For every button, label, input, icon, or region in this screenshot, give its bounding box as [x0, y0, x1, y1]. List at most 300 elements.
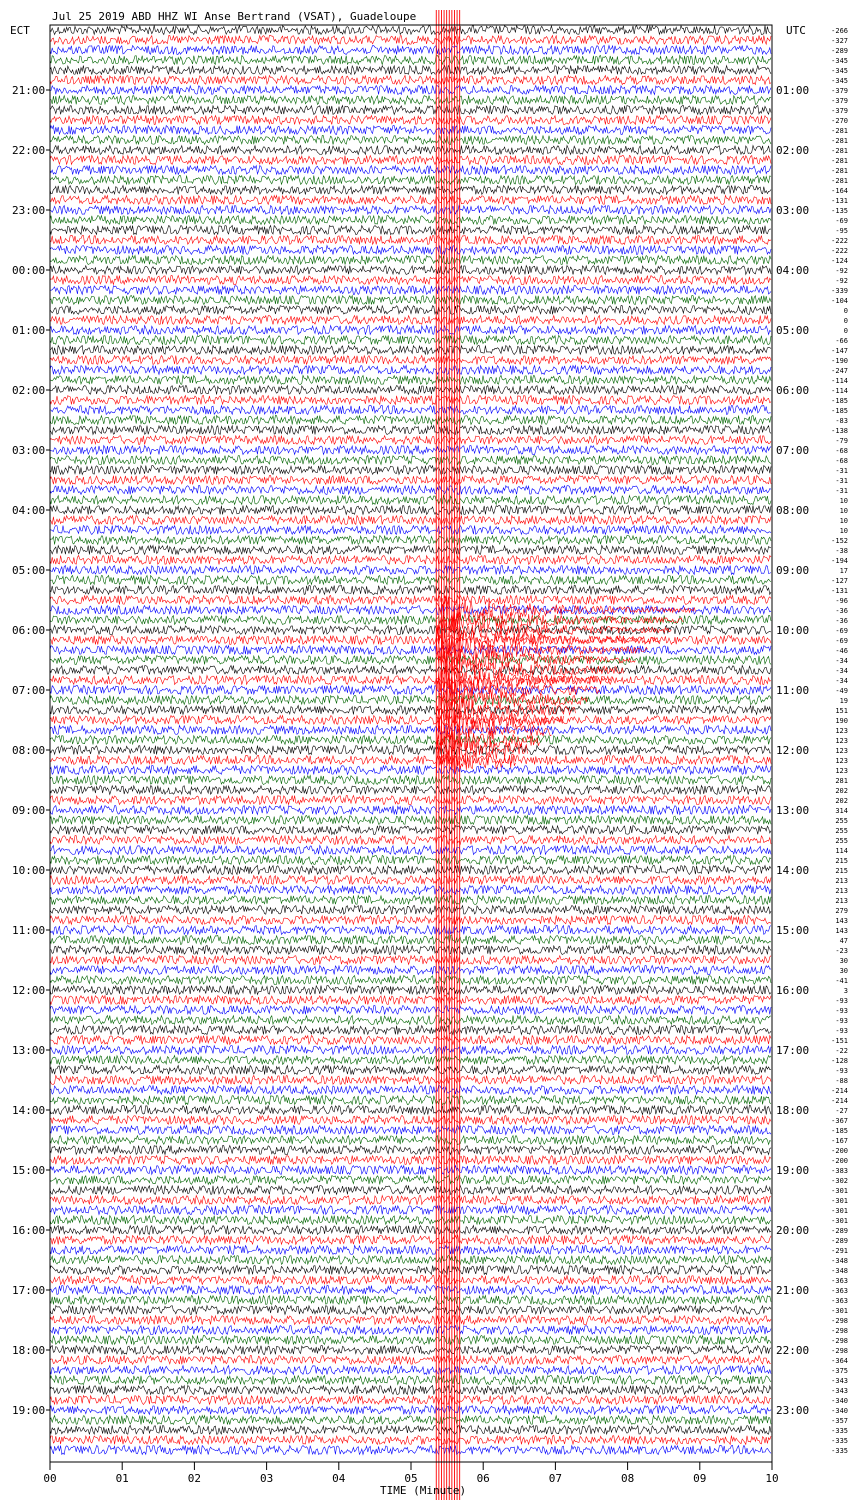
trace-107	[50, 1096, 771, 1105]
trace-offset-label: -289	[831, 1237, 848, 1245]
trace-10	[50, 126, 771, 135]
trace-132	[50, 1346, 771, 1355]
right-hour-label: 17:00	[776, 1044, 810, 1057]
left-hour-label: 04:00	[12, 504, 46, 517]
trace-95	[50, 976, 771, 985]
trace-offset-label: -289	[831, 1227, 848, 1235]
left-hour-label: 19:00	[12, 1404, 46, 1417]
trace-offset-label: 0	[843, 317, 848, 325]
trace-offset-label: -41	[835, 977, 848, 985]
trace-116	[50, 1186, 771, 1195]
trace-offset-label: -298	[831, 1337, 848, 1345]
trace-14	[50, 166, 771, 175]
trace-42	[50, 446, 771, 455]
trace-54	[50, 566, 771, 575]
trace-offset-label: -214	[831, 1087, 848, 1095]
right-hour-label: 16:00	[776, 984, 810, 997]
trace-offset-label: -327	[831, 37, 848, 45]
trace-offset-label: 30	[839, 957, 848, 965]
right-hour-label: 01:00	[776, 84, 810, 97]
trace-offset-label: -92	[835, 277, 848, 285]
trace-offset-label: -281	[831, 157, 848, 165]
trace-offset-label: -79	[835, 437, 848, 445]
trace-61	[50, 636, 771, 645]
trace-offset-label: -335	[831, 1447, 848, 1455]
trace-48	[50, 506, 771, 515]
right-hour-label: 06:00	[776, 384, 810, 397]
trace-123	[50, 1256, 771, 1265]
trace-90	[50, 926, 771, 935]
x-tick-label: 00	[43, 1472, 57, 1485]
trace-120	[50, 1226, 771, 1235]
right-timezone-label: UTC	[786, 24, 806, 37]
trace-68	[50, 706, 771, 715]
trace-offset-label: -200	[831, 1157, 848, 1165]
trace-offset-label: -222	[831, 247, 848, 255]
trace-76	[50, 786, 771, 795]
left-hour-label: 03:00	[12, 444, 46, 457]
trace-59	[50, 616, 771, 625]
trace-offset-label: -345	[831, 77, 848, 85]
x-tick-label: 01	[115, 1472, 129, 1485]
trace-offset-label: -348	[831, 1267, 848, 1275]
trace-129	[50, 1316, 771, 1325]
trace-offset-label: -185	[831, 1127, 848, 1135]
trace-47	[50, 496, 771, 505]
trace-41	[50, 436, 771, 445]
trace-offset-label: 10	[839, 527, 848, 535]
trace-offset-label: 314	[835, 807, 848, 815]
trace-offset-label: -104	[831, 297, 848, 305]
trace-117	[50, 1196, 771, 1205]
trace-140	[50, 1426, 771, 1435]
trace-53	[50, 556, 771, 565]
trace-offset-label: 0	[843, 307, 848, 315]
trace-offset-label: 255	[835, 817, 848, 825]
trace-44	[50, 466, 771, 475]
trace-60	[50, 626, 771, 635]
trace-19	[50, 216, 771, 225]
chart-title: Jul 25 2019 ABD HHZ WI Anse Bertrand (VSAT), Guadeloupe	[52, 10, 417, 23]
right-hour-label: 18:00	[776, 1104, 810, 1117]
trace-39	[50, 416, 771, 425]
trace-6	[50, 86, 771, 95]
trace-89	[50, 916, 771, 925]
trace-77	[50, 796, 771, 805]
trace-25	[50, 276, 771, 285]
trace-offset-label: -131	[831, 587, 848, 595]
trace-offset-label: -301	[831, 1187, 848, 1195]
trace-offset-label: -214	[831, 1097, 848, 1105]
trace-101	[50, 1036, 771, 1045]
trace-98	[50, 1006, 771, 1015]
trace-offset-label: -31	[835, 467, 848, 475]
trace-offset-labels	[831, 27, 848, 1455]
trace-92	[50, 946, 771, 955]
trace-offset-label: 202	[835, 797, 848, 805]
right-hour-label: 04:00	[776, 264, 810, 277]
x-tick-label: 09	[693, 1472, 707, 1485]
trace-offset-label: 255	[835, 827, 848, 835]
trace-offset-label: -93	[835, 1007, 848, 1015]
trace-67	[50, 696, 771, 705]
trace-offset-label: -88	[835, 1077, 848, 1085]
trace-offset-label: -270	[831, 117, 848, 125]
right-hour-label: 03:00	[776, 204, 810, 217]
trace-offset-label: -298	[831, 1317, 848, 1325]
trace-offset-label: 0	[843, 327, 848, 335]
trace-offset-label: 10	[839, 517, 848, 525]
trace-121	[50, 1236, 771, 1245]
trace-55	[50, 576, 771, 585]
trace-100	[50, 1026, 771, 1035]
left-hour-label: 05:00	[12, 564, 46, 577]
left-hour-label: 21:00	[12, 84, 46, 97]
trace-offset-label: -301	[831, 1207, 848, 1215]
trace-13	[50, 156, 771, 165]
trace-offset-label: -68	[835, 447, 848, 455]
x-axis-label: TIME (Minute)	[380, 1484, 467, 1497]
trace-91	[50, 936, 771, 945]
trace-offset-label: -363	[831, 1287, 848, 1295]
trace-139	[50, 1416, 771, 1425]
x-tick-label: 03	[259, 1472, 274, 1485]
trace-0	[50, 26, 771, 35]
trace-34	[50, 366, 771, 375]
trace-offset-label: -164	[831, 187, 848, 195]
trace-40	[50, 426, 771, 435]
trace-65	[50, 676, 771, 685]
trace-56	[50, 586, 771, 595]
trace-offset-label: -222	[831, 237, 848, 245]
trace-offset-label: -96	[835, 597, 848, 605]
trace-offset-label: 123	[835, 737, 848, 745]
trace-108	[50, 1106, 771, 1115]
left-hour-label: 10:00	[12, 864, 46, 877]
trace-offset-label: -131	[831, 197, 848, 205]
trace-88	[50, 906, 771, 915]
left-hour-label: 00:00	[12, 264, 46, 277]
trace-97	[50, 996, 771, 1005]
x-tick-label: 08	[620, 1472, 635, 1485]
trace-offset-label: -93	[835, 1067, 848, 1075]
trace-49	[50, 516, 771, 525]
trace-offset-label: -34	[835, 667, 848, 675]
trace-offset-label: -301	[831, 1307, 848, 1315]
trace-offset-label: -95	[835, 227, 848, 235]
trace-offset-label: 213	[835, 887, 848, 895]
left-hour-label: 06:00	[12, 624, 46, 637]
trace-82	[50, 846, 771, 855]
trace-offset-label: -345	[831, 57, 848, 65]
trace-126	[50, 1286, 771, 1295]
trace-105	[50, 1076, 771, 1085]
trace-104	[50, 1066, 771, 1075]
trace-offset-label: -298	[831, 1347, 848, 1355]
trace-offset-label: 202	[835, 787, 848, 795]
trace-130	[50, 1326, 771, 1335]
trace-87	[50, 896, 771, 905]
trace-offset-label: -66	[835, 337, 848, 345]
trace-offset-label: 255	[835, 837, 848, 845]
left-hour-label: 07:00	[12, 684, 46, 697]
trace-136	[50, 1386, 771, 1395]
trace-66	[50, 686, 771, 695]
right-hour-label: 21:00	[776, 1284, 810, 1297]
trace-offset-label: -68	[835, 457, 848, 465]
trace-offset-label: -383	[831, 1167, 848, 1175]
left-hour-label: 11:00	[12, 924, 46, 937]
trace-offset-label: -147	[831, 347, 848, 355]
plot-frame	[50, 25, 772, 1462]
x-tick-label: 07	[548, 1472, 563, 1485]
trace-offset-label: -301	[831, 1217, 848, 1225]
trace-offset-label: -343	[831, 1377, 848, 1385]
trace-offset-label: 10	[839, 507, 848, 515]
trace-28	[50, 306, 771, 315]
trace-115	[50, 1176, 771, 1185]
trace-99	[50, 1016, 771, 1025]
trace-18	[50, 206, 771, 215]
trace-offset-label: 143	[835, 917, 848, 925]
trace-131	[50, 1336, 771, 1345]
trace-64	[50, 666, 771, 675]
trace-7	[50, 96, 771, 105]
right-hour-label: 14:00	[776, 864, 810, 877]
trace-81	[50, 836, 771, 845]
right-hour-label: 02:00	[776, 144, 810, 157]
trace-offset-label: -93	[835, 997, 848, 1005]
trace-137	[50, 1396, 771, 1405]
right-hour-label: 11:00	[776, 684, 810, 697]
trace-offset-label: -379	[831, 87, 848, 95]
right-hour-label: 13:00	[776, 804, 810, 817]
x-tick-label: 04	[332, 1472, 346, 1485]
trace-8	[50, 106, 771, 115]
left-hour-label: 14:00	[12, 1104, 46, 1117]
trace-offset-label: 3	[843, 987, 848, 995]
trace-127	[50, 1296, 771, 1305]
trace-offset-label: -289	[831, 47, 848, 55]
left-hour-label: 12:00	[12, 984, 46, 997]
trace-96	[50, 986, 771, 995]
trace-offset-label: 143	[835, 927, 848, 935]
trace-1	[50, 36, 771, 45]
left-hour-label: 22:00	[12, 144, 46, 157]
trace-111	[50, 1136, 771, 1145]
trace-118	[50, 1206, 771, 1215]
trace-offset-label: 213	[835, 877, 848, 885]
trace-offset-label: -302	[831, 1177, 848, 1185]
trace-9	[50, 116, 771, 125]
left-hour-label: 02:00	[12, 384, 46, 397]
trace-38	[50, 406, 771, 415]
trace-offset-label: -135	[831, 207, 848, 215]
trace-offset-label: -36	[835, 617, 848, 625]
trace-offset-label: 30	[839, 967, 848, 975]
left-timezone-label: ECT	[10, 24, 30, 37]
x-tick-label: 06	[476, 1472, 490, 1485]
trace-12	[50, 146, 771, 155]
trace-122	[50, 1246, 771, 1255]
trace-69	[50, 716, 771, 725]
trace-73	[50, 756, 771, 765]
trace-offset-label: 123	[835, 767, 848, 775]
trace-offset-label: -167	[831, 1137, 848, 1145]
trace-79	[50, 816, 771, 825]
right-hour-label: 07:00	[776, 444, 810, 457]
left-hour-label: 17:00	[12, 1284, 46, 1297]
trace-119	[50, 1216, 771, 1225]
trace-24	[50, 266, 771, 275]
trace-21	[50, 236, 771, 245]
trace-lines	[50, 26, 771, 1455]
trace-33	[50, 356, 771, 365]
trace-offset-label: 123	[835, 747, 848, 755]
trace-offset-label: -93	[835, 1027, 848, 1035]
left-hour-label: 23:00	[12, 204, 46, 217]
trace-102	[50, 1046, 771, 1055]
trace-27	[50, 296, 771, 305]
trace-51	[50, 536, 771, 545]
trace-103	[50, 1056, 771, 1065]
right-hour-label: 19:00	[776, 1164, 810, 1177]
trace-offset-label: 17	[839, 567, 848, 575]
trace-94	[50, 966, 771, 975]
trace-offset-label: -49	[835, 687, 848, 695]
trace-offset-label: -69	[835, 637, 848, 645]
trace-offset-label: -364	[831, 1357, 848, 1365]
trace-36	[50, 386, 771, 395]
trace-133	[50, 1356, 771, 1365]
trace-offset-label: -281	[831, 177, 848, 185]
trace-offset-label: 47	[839, 937, 848, 945]
trace-43	[50, 456, 771, 465]
right-hour-label: 12:00	[776, 744, 810, 757]
trace-83	[50, 856, 771, 865]
trace-offset-label: -46	[835, 647, 848, 655]
trace-63	[50, 656, 771, 665]
trace-offset-label: 279	[835, 907, 848, 915]
trace-offset-label: -38	[835, 547, 848, 555]
trace-57	[50, 596, 771, 605]
x-tick-label: 10	[765, 1472, 779, 1485]
trace-22	[50, 246, 771, 255]
trace-offset-label: -281	[831, 167, 848, 175]
right-hour-label: 22:00	[776, 1344, 810, 1357]
trace-offset-label: -200	[831, 1147, 848, 1155]
trace-offset-label: -127	[831, 577, 848, 585]
trace-offset-label: -345	[831, 67, 848, 75]
left-hour-label: 08:00	[12, 744, 46, 757]
trace-offset-label: -34	[835, 677, 848, 685]
trace-11	[50, 136, 771, 145]
trace-offset-label: -281	[831, 137, 848, 145]
trace-offset-label: -152	[831, 537, 848, 545]
trace-offset-label: -36	[835, 607, 848, 615]
trace-72	[50, 746, 771, 755]
right-hour-labels	[776, 84, 809, 1417]
right-hour-label: 05:00	[776, 324, 810, 337]
trace-128	[50, 1306, 771, 1315]
trace-86	[50, 886, 771, 895]
trace-offset-label: -367	[831, 1117, 848, 1125]
left-hour-label: 13:00	[12, 1044, 46, 1057]
x-tick-label: 05	[404, 1472, 418, 1485]
trace-offset-label: -93	[835, 1017, 848, 1025]
trace-26	[50, 286, 771, 295]
trace-5	[50, 76, 771, 85]
trace-106	[50, 1086, 771, 1095]
right-hour-label: 08:00	[776, 504, 810, 517]
trace-offset-label: -339	[831, 287, 848, 295]
trace-offset-label: -340	[831, 1397, 848, 1405]
trace-138	[50, 1406, 771, 1415]
trace-offset-label: -357	[831, 1417, 848, 1425]
trace-offset-label: -27	[835, 1107, 848, 1115]
trace-offset-label: 114	[835, 847, 848, 855]
trace-35	[50, 376, 771, 385]
trace-offset-label: 19	[839, 697, 848, 705]
trace-offset-label: -31	[835, 477, 848, 485]
trace-offset-label: -335	[831, 1437, 848, 1445]
trace-offset-label: 281	[835, 777, 848, 785]
trace-17	[50, 196, 771, 205]
trace-offset-label: -69	[835, 217, 848, 225]
trace-85	[50, 876, 771, 885]
trace-offset-label: -298	[831, 1327, 848, 1335]
trace-offset-label: -114	[831, 377, 848, 385]
trace-offset-label: -185	[831, 397, 848, 405]
trace-offset-label: -375	[831, 1367, 848, 1375]
trace-offset-label: -31	[835, 487, 848, 495]
trace-15	[50, 176, 771, 185]
trace-75	[50, 776, 771, 785]
trace-offset-label: 123	[835, 727, 848, 735]
trace-offset-label: -23	[835, 947, 848, 955]
trace-62	[50, 646, 771, 655]
left-hour-labels	[12, 84, 50, 1417]
trace-84	[50, 866, 771, 875]
trace-71	[50, 736, 771, 745]
trace-offset-label: 123	[835, 757, 848, 765]
trace-offset-label: -281	[831, 127, 848, 135]
trace-114	[50, 1166, 771, 1175]
right-hour-label: 15:00	[776, 924, 810, 937]
trace-45	[50, 476, 771, 485]
trace-offset-label: -83	[835, 417, 848, 425]
trace-offset-label: -335	[831, 1427, 848, 1435]
trace-offset-label: -281	[831, 147, 848, 155]
right-hour-label: 20:00	[776, 1224, 810, 1237]
trace-29	[50, 316, 771, 325]
trace-offset-label: -34	[835, 657, 848, 665]
trace-113	[50, 1156, 771, 1165]
trace-offset-label: -348	[831, 1257, 848, 1265]
trace-offset-label: -190	[831, 357, 848, 365]
trace-offset-label: -151	[831, 1037, 848, 1045]
trace-109	[50, 1116, 771, 1125]
trace-37	[50, 396, 771, 405]
trace-4	[50, 66, 771, 75]
trace-70	[50, 726, 771, 735]
left-hour-label: 15:00	[12, 1164, 46, 1177]
trace-3	[50, 56, 771, 65]
trace-134	[50, 1366, 771, 1375]
trace-offset-label: 213	[835, 897, 848, 905]
trace-offset-label: -92	[835, 267, 848, 275]
trace-offset-label: -266	[831, 27, 848, 35]
